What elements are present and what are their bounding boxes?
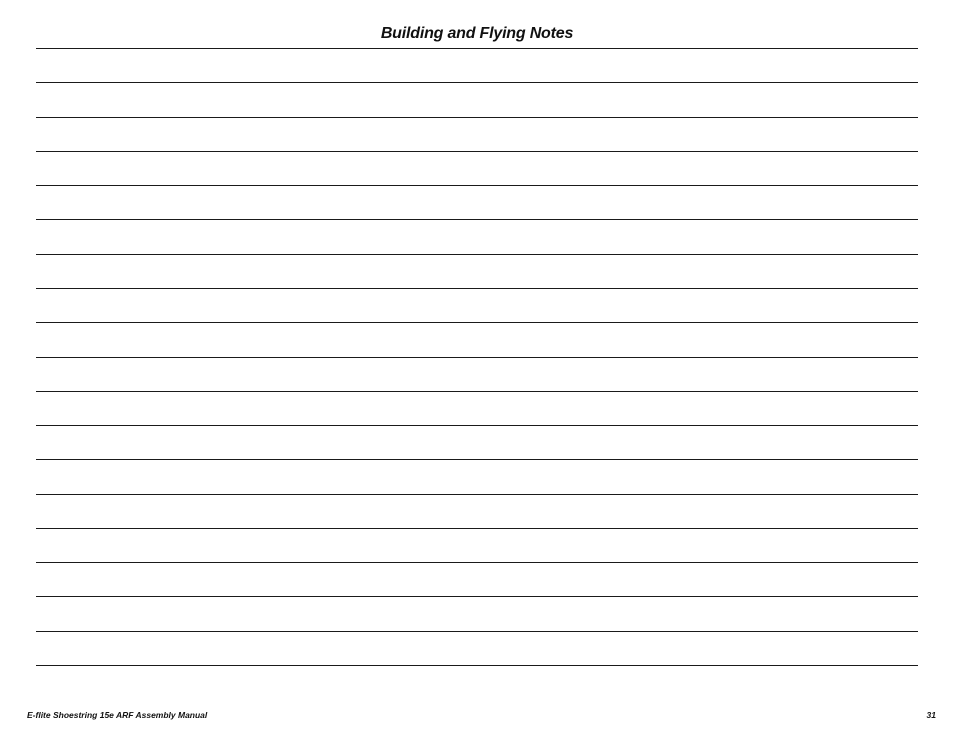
footer-manual-title: E-flite Shoestring 15e ARF Assembly Manual — [27, 710, 208, 720]
note-line — [36, 254, 918, 255]
note-line — [36, 494, 918, 495]
page-title: Building and Flying Notes — [380, 25, 574, 42]
note-line — [36, 82, 918, 83]
note-line — [36, 48, 918, 49]
notes-lines — [36, 0, 918, 738]
note-line — [36, 562, 918, 563]
note-line — [36, 631, 918, 632]
note-line — [36, 528, 918, 529]
page-number: 31 — [926, 710, 936, 720]
note-line — [36, 322, 918, 323]
note-line — [36, 425, 918, 426]
note-line — [36, 151, 918, 152]
note-line — [36, 117, 918, 118]
note-line — [36, 357, 918, 358]
note-line — [36, 459, 918, 460]
note-line — [36, 219, 918, 220]
note-line — [36, 288, 918, 289]
note-line — [36, 185, 918, 186]
note-line — [36, 665, 918, 666]
note-line — [36, 391, 918, 392]
note-line — [36, 596, 918, 597]
